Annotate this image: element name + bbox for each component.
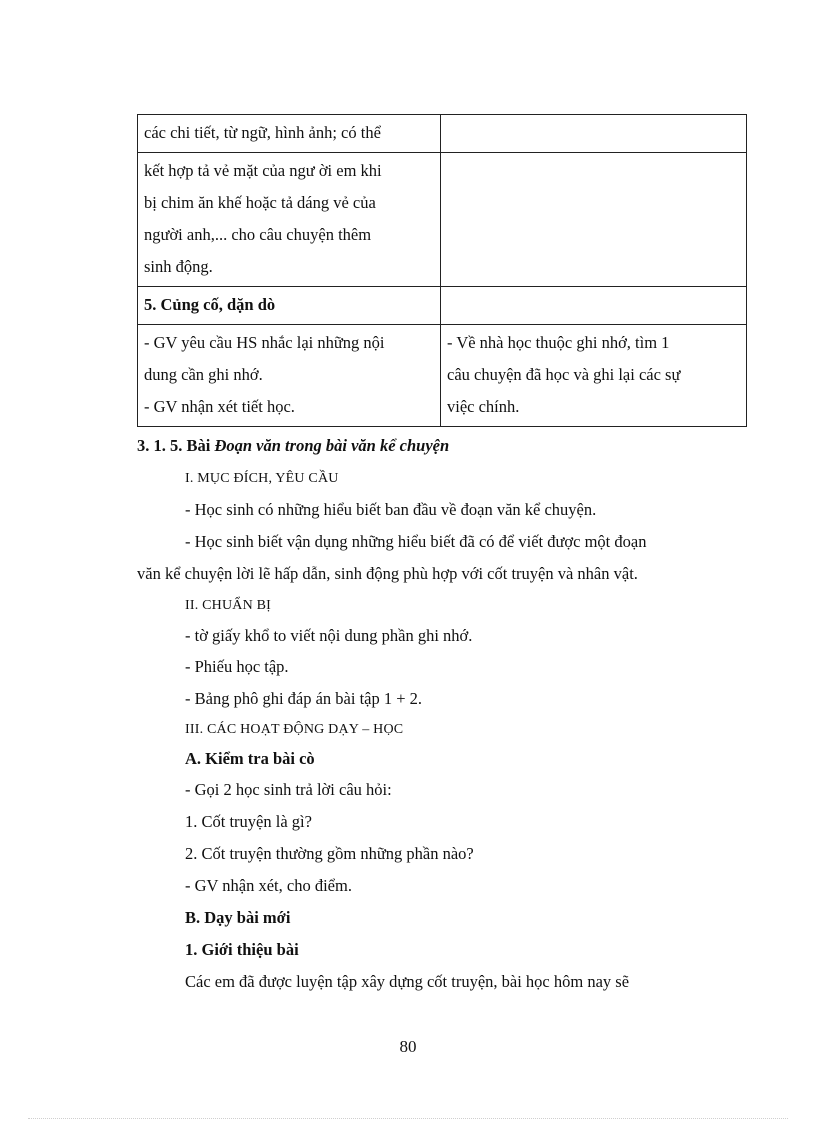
part1-item: - Học sinh biết vận dụng những hiểu biết đã có để viết được một đoạn bbox=[185, 532, 647, 551]
subsection-heading: A. Kiểm tra bài cò bbox=[185, 749, 315, 768]
cell-line: dung cần ghi nhớ. bbox=[144, 365, 263, 384]
table-cell-left bbox=[138, 287, 441, 325]
table-cell-left bbox=[138, 325, 441, 427]
table-cell-right bbox=[441, 153, 747, 287]
footer-divider bbox=[28, 1118, 788, 1119]
cell-line: sinh động. bbox=[144, 257, 213, 276]
table-cell-right bbox=[441, 325, 747, 427]
subsection-heading: B. Dạy bài mới bbox=[185, 908, 291, 927]
part1-item-continuation: văn kể chuyện lời lẽ hấp dẫn, sinh động phù hợp với cốt truyện và nhân vật. bbox=[137, 564, 638, 583]
cell-line: - Về nhà học thuộc ghi nhớ, tìm 1 bbox=[447, 333, 670, 352]
part3-item: - Gọi 2 học sinh trả lời câu hỏi: bbox=[185, 780, 392, 799]
table-cell-left bbox=[138, 153, 441, 287]
table-row bbox=[138, 153, 747, 287]
part2-item: - Phiếu học tập. bbox=[185, 657, 289, 676]
cell-line: câu chuyện đã học và ghi lại các sự bbox=[447, 365, 681, 384]
table-row bbox=[138, 287, 747, 325]
cell-line: - GV nhận xét tiết học. bbox=[144, 397, 295, 416]
cell-heading: 5. Củng cố, dặn dò bbox=[144, 295, 276, 314]
part3-item: - GV nhận xét, cho điểm. bbox=[185, 876, 352, 895]
part1-heading: I. MỤC ĐÍCH, YÊU CẦU bbox=[185, 471, 339, 486]
body-paragraph: Các em đã được luyện tập xây dựng cốt truyện, bài học hôm nay sẽ bbox=[185, 972, 630, 991]
cell-line: người anh,... cho câu chuyện thêm bbox=[144, 225, 372, 244]
part2-item: - Bảng phô ghi đáp án bài tập 1 + 2. bbox=[185, 689, 423, 708]
section-number: 3. 1. 5. Bài bbox=[137, 436, 215, 455]
part2-item: - tờ giấy khổ to viết nội dung phần ghi nhớ. bbox=[185, 626, 473, 645]
cell-line: bị chim ăn khế hoặc tả dáng vẻ của bbox=[144, 193, 376, 212]
cell-line: kết hợp tả vẻ mặt của ngư ời em khi bbox=[144, 161, 382, 180]
section-title-text: Đoạn văn trong bài văn kể chuyện bbox=[214, 436, 450, 455]
table-row bbox=[138, 325, 747, 427]
cell-line: các chi tiết, từ ngữ, hình ảnh; có thể bbox=[144, 123, 381, 142]
part1-item: - Học sinh có những hiểu biết ban đầu về đoạn văn kể chuyện. bbox=[185, 500, 597, 519]
part2-heading: II. CHUẨN BỊ bbox=[185, 598, 272, 613]
cell-line: việc chính. bbox=[447, 397, 520, 416]
cell-line: - GV yêu cầu HS nhắc lại những nội bbox=[144, 333, 385, 352]
part3-item: 1. Cốt truyện là gì? bbox=[185, 812, 312, 831]
page-number: 80 bbox=[399, 1037, 417, 1056]
table-row bbox=[138, 115, 747, 153]
table-cell-right bbox=[441, 115, 747, 153]
section-title bbox=[137, 436, 449, 456]
part3-item: 2. Cốt truyện thường gồm những phần nào? bbox=[185, 844, 474, 863]
table-cell-left bbox=[138, 115, 441, 153]
lesson-table bbox=[137, 114, 747, 427]
subsection-heading: 1. Giới thiệu bài bbox=[185, 940, 299, 959]
part3-heading: III. CÁC HOẠT ĐỘNG DẠY – HỌC bbox=[185, 722, 404, 737]
table-cell-right bbox=[441, 287, 747, 325]
